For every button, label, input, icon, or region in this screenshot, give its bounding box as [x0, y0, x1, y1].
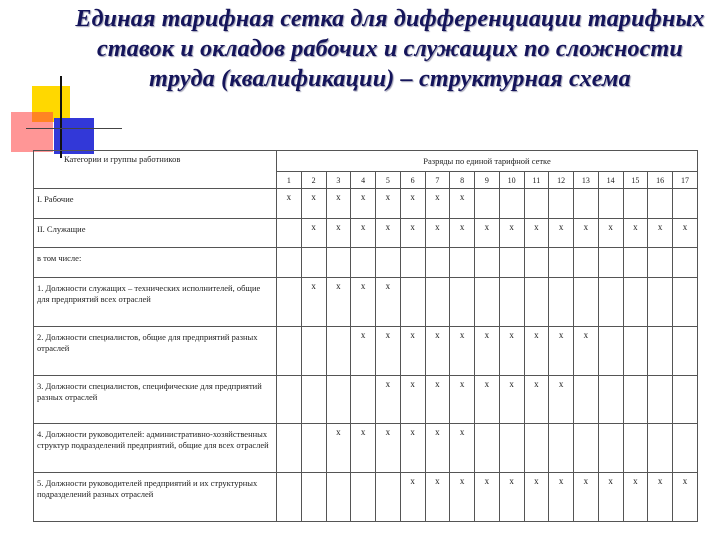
grid-mark-cell: х [623, 218, 648, 248]
grid-empty-cell [499, 424, 524, 473]
grid-mark-cell: х [673, 473, 698, 522]
grid-empty-cell [524, 424, 549, 473]
rank-number: 16 [648, 172, 673, 189]
row-label: 2. Должности специалистов, общие для предприятий разных отраслей [34, 326, 277, 375]
grid-mark-cell: х [574, 326, 599, 375]
grid-empty-cell [351, 473, 376, 522]
row-label: II. Служащие [34, 218, 277, 248]
rank-number: 9 [475, 172, 500, 189]
grid-mark-cell: х [301, 218, 326, 248]
grid-mark-cell: х [450, 218, 475, 248]
grid-mark-cell: х [475, 218, 500, 248]
grid-mark-cell: х [351, 189, 376, 219]
grid-empty-cell [648, 248, 673, 278]
grid-empty-cell [301, 326, 326, 375]
grid-mark-cell: х [376, 375, 401, 424]
grid-empty-cell [648, 277, 673, 326]
grid-mark-cell: х [499, 326, 524, 375]
grid-mark-cell: х [499, 218, 524, 248]
rank-number: 17 [673, 172, 698, 189]
grid-empty-cell [549, 189, 574, 219]
grid-empty-cell [475, 189, 500, 219]
table-row [34, 248, 698, 278]
grid-empty-cell [450, 277, 475, 326]
grid-empty-cell [623, 189, 648, 219]
grid-empty-cell [425, 277, 450, 326]
grid-empty-cell [574, 189, 599, 219]
decor-vertical-line [60, 76, 62, 158]
rank-number: 15 [623, 172, 648, 189]
grid-empty-cell [277, 277, 302, 326]
grid-empty-cell [351, 248, 376, 278]
grid-empty-cell [673, 375, 698, 424]
grid-empty-cell [326, 248, 351, 278]
grid-empty-cell [623, 424, 648, 473]
grid-mark-cell: х [475, 326, 500, 375]
rank-number: 13 [574, 172, 599, 189]
table-row [34, 277, 698, 326]
grid-mark-cell: х [301, 277, 326, 326]
grid-empty-cell [598, 189, 623, 219]
grid-mark-cell: х [326, 218, 351, 248]
rank-number: 5 [376, 172, 401, 189]
red-square-decor [11, 112, 53, 152]
grid-mark-cell: х [351, 326, 376, 375]
grid-empty-cell [549, 424, 574, 473]
grid-empty-cell [475, 424, 500, 473]
grid-mark-cell: х [425, 473, 450, 522]
grid-empty-cell [450, 248, 475, 278]
grid-empty-cell [301, 473, 326, 522]
grid-empty-cell [499, 277, 524, 326]
rank-number: 6 [400, 172, 425, 189]
grid-mark-cell: х [475, 473, 500, 522]
table-row [34, 218, 698, 248]
table-row [34, 326, 698, 375]
grid-mark-cell: х [450, 473, 475, 522]
grid-mark-cell: х [351, 424, 376, 473]
grid-empty-cell [499, 189, 524, 219]
grid-mark-cell: х [425, 189, 450, 219]
slide-title: Единая тарифная сетка для дифференциации тарифных ставок и окладов рабочих и служащих по сложности труда (квалификации) – структурная схема [75, 6, 705, 92]
grid-mark-cell: х [376, 424, 401, 473]
grid-empty-cell [475, 277, 500, 326]
row-label: 3. Должности специалистов, специфические для предприятий разных отраслей [34, 375, 277, 424]
grid-empty-cell [277, 424, 302, 473]
grid-mark-cell: х [524, 375, 549, 424]
grid-mark-cell: х [326, 277, 351, 326]
grid-mark-cell: х [574, 473, 599, 522]
grid-mark-cell: х [425, 326, 450, 375]
rank-number: 8 [450, 172, 475, 189]
grid-empty-cell [574, 248, 599, 278]
rank-number: 7 [425, 172, 450, 189]
grid-mark-cell: х [598, 218, 623, 248]
rank-number: 1 [277, 172, 302, 189]
grid-mark-cell: х [425, 424, 450, 473]
grid-empty-cell [598, 277, 623, 326]
grid-empty-cell [574, 424, 599, 473]
table-row [34, 473, 698, 522]
grid-mark-cell: х [524, 473, 549, 522]
grid-mark-cell: х [425, 375, 450, 424]
row-label: в том числе: [34, 248, 277, 278]
grid-mark-cell: х [648, 473, 673, 522]
table-row [34, 424, 698, 473]
grid-mark-cell: х [673, 218, 698, 248]
grid-mark-cell: х [549, 326, 574, 375]
grid-mark-cell: х [549, 218, 574, 248]
rank-number: 12 [549, 172, 574, 189]
grid-mark-cell: х [400, 218, 425, 248]
rank-number: 14 [598, 172, 623, 189]
grid-empty-cell [326, 326, 351, 375]
table-row [34, 375, 698, 424]
grid-mark-cell: х [326, 424, 351, 473]
grid-mark-cell: х [400, 424, 425, 473]
grid-empty-cell [301, 424, 326, 473]
grid-empty-cell [623, 277, 648, 326]
rank-number: 10 [499, 172, 524, 189]
grid-mark-cell: х [351, 277, 376, 326]
grid-mark-cell: х [623, 473, 648, 522]
grid-mark-cell: х [376, 326, 401, 375]
grid-empty-cell [598, 326, 623, 375]
rank-number: 11 [524, 172, 549, 189]
grid-empty-cell [524, 277, 549, 326]
grid-empty-cell [574, 277, 599, 326]
grid-mark-cell: х [524, 218, 549, 248]
grid-empty-cell [475, 248, 500, 278]
grid-mark-cell: х [499, 375, 524, 424]
grid-empty-cell [623, 326, 648, 375]
grid-empty-cell [623, 248, 648, 278]
grid-empty-cell [301, 375, 326, 424]
grid-empty-cell [277, 248, 302, 278]
grid-mark-cell: х [277, 189, 302, 219]
grid-empty-cell [598, 424, 623, 473]
row-label: I. Рабочие [34, 189, 277, 219]
grid-mark-cell: х [524, 326, 549, 375]
row-label: 5. Должности руководителей предприятий и их структурных подразделений разных отраслей [34, 473, 277, 522]
row-label: 1. Должности служащих – технических исполнителей, общие для предприятий всех отраслей [34, 277, 277, 326]
grid-empty-cell [623, 375, 648, 424]
grid-mark-cell: х [400, 375, 425, 424]
rank-number: 4 [351, 172, 376, 189]
grid-mark-cell: х [549, 375, 574, 424]
grid-mark-cell: х [549, 473, 574, 522]
grid-empty-cell [549, 248, 574, 278]
grid-empty-cell [648, 424, 673, 473]
grid-mark-cell: х [400, 189, 425, 219]
grid-mark-cell: х [326, 189, 351, 219]
grid-mark-cell: х [574, 218, 599, 248]
grid-mark-cell: х [450, 375, 475, 424]
grid-mark-cell: х [475, 375, 500, 424]
decor-horizontal-line [26, 128, 122, 129]
grid-empty-cell [524, 248, 549, 278]
grid-empty-cell [326, 375, 351, 424]
tariff-grid-table [33, 150, 698, 522]
grid-empty-cell [351, 375, 376, 424]
grid-mark-cell: х [301, 189, 326, 219]
grid-mark-cell: х [400, 326, 425, 375]
grid-empty-cell [400, 248, 425, 278]
grid-mark-cell: х [400, 473, 425, 522]
rank-number: 3 [326, 172, 351, 189]
category-header: Категории и группы работников [34, 151, 277, 189]
grid-empty-cell [277, 326, 302, 375]
grid-empty-cell [376, 248, 401, 278]
row-label: 4. Должности руководителей: административно-хозяйственных структур подразделений предприятий, общие для всех отраслей [34, 424, 277, 473]
grid-mark-cell: х [450, 424, 475, 473]
grid-empty-cell [673, 248, 698, 278]
grid-empty-cell [673, 189, 698, 219]
grid-empty-cell [277, 473, 302, 522]
grid-mark-cell: х [376, 277, 401, 326]
grid-empty-cell [648, 326, 673, 375]
grid-mark-cell: х [351, 218, 376, 248]
grid-mark-cell: х [450, 189, 475, 219]
grid-mark-cell: х [376, 218, 401, 248]
grid-empty-cell [598, 248, 623, 278]
grid-empty-cell [376, 473, 401, 522]
grid-mark-cell: х [450, 326, 475, 375]
grid-mark-cell: х [598, 473, 623, 522]
grid-empty-cell [673, 424, 698, 473]
grid-empty-cell [326, 473, 351, 522]
grid-mark-cell: х [376, 189, 401, 219]
grid-empty-cell [524, 189, 549, 219]
grid-empty-cell [673, 277, 698, 326]
grid-empty-cell [598, 375, 623, 424]
grid-mark-cell: х [425, 218, 450, 248]
grid-empty-cell [549, 277, 574, 326]
grid-empty-cell [574, 375, 599, 424]
grid-empty-cell [301, 248, 326, 278]
grid-mark-cell: х [648, 218, 673, 248]
grid-mark-cell: х [499, 473, 524, 522]
grid-empty-cell [425, 248, 450, 278]
grid-empty-cell [648, 189, 673, 219]
table-row [34, 189, 698, 219]
grid-empty-cell [499, 248, 524, 278]
grid-empty-cell [277, 375, 302, 424]
rank-number: 2 [301, 172, 326, 189]
grid-empty-cell [648, 375, 673, 424]
ranks-header: Разряды по единой тарифной сетке [277, 151, 698, 172]
grid-empty-cell [400, 277, 425, 326]
grid-empty-cell [673, 326, 698, 375]
grid-empty-cell [277, 218, 302, 248]
